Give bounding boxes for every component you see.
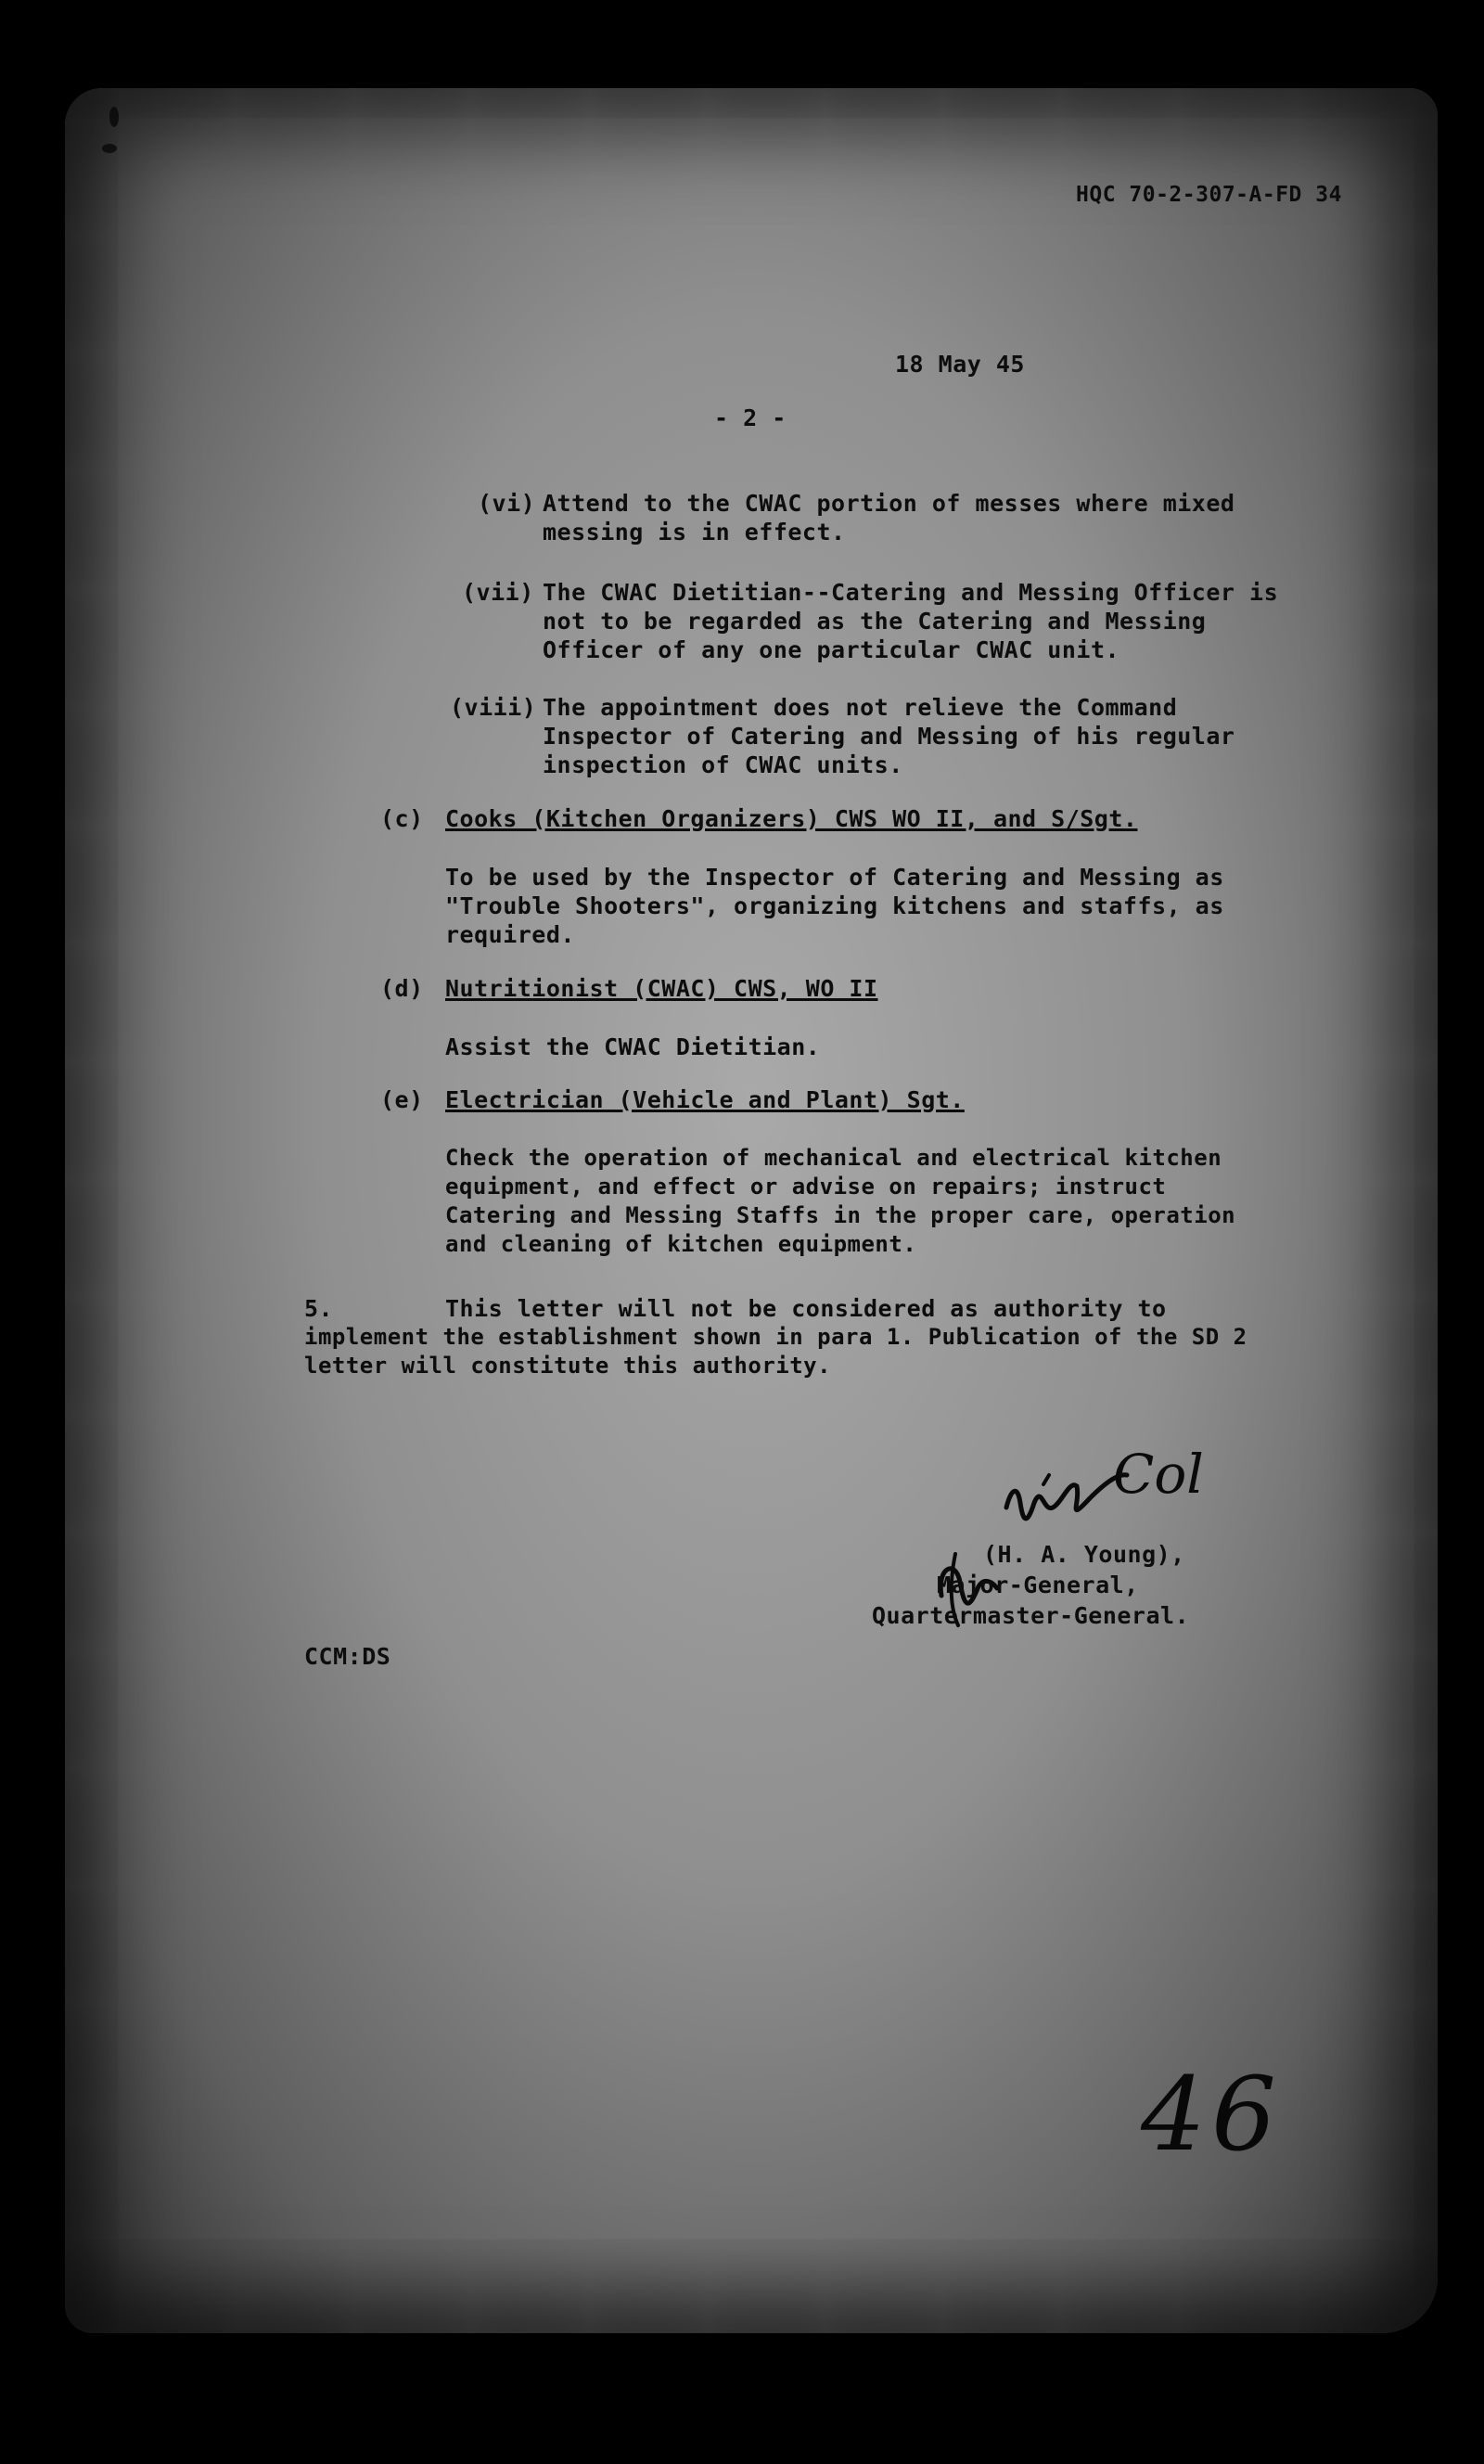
section-letter-e: (e) [380,1086,424,1113]
signatory-title: Quartermaster-General. [872,1602,1190,1629]
page-marker: - 2 - [714,404,787,431]
hole-punch-mark [109,107,119,127]
ink-speck [102,144,117,153]
document-date: 18 May 45 [895,351,1025,378]
section-body-e: Check the operation of mechanical and electrical kitchen equipment, and effect or advise on repairs; instruct Catering and Messing Staffs in the proper care, operation and cleaning of kitchen equipment. [445,1145,1236,1257]
item-number-vii: (vii) [462,579,534,606]
item-text-viii: The appointment does not relieve the Command Inspector of Catering and Messing of his regular inspection of CWAC units. [543,694,1235,778]
section-body-c: To be used by the Inspector of Catering and Messing as "Trouble Shooters", organizing kitchens and staffs, as required. [445,864,1224,948]
para-5-body: implement the establishment shown in para 1. Publication of the SD 2 letter will constitute this authority. [304,1324,1247,1379]
section-heading-e: Electrician (Vehicle and Plant) Sgt. [445,1086,965,1113]
item-number-vi: (vi) [478,490,536,517]
para-5-number: 5. [304,1295,334,1322]
typist-initials: CCM:DS [304,1643,391,1670]
document-page [65,88,1438,2333]
section-heading-c: Cooks (Kitchen Organizers) CWS WO II, and S/Sgt. [445,805,1138,832]
item-text-vi: Attend to the CWAC portion of messes where mixed messing is in effect. [543,490,1235,545]
section-letter-c: (c) [380,805,424,832]
section-letter-d: (d) [380,975,424,1002]
section-body-d: Assist the CWAC Dietitian. [445,1033,821,1060]
item-text-vii: The CWAC Dietitian--Catering and Messing Officer is not to be regarded as the Catering and Messing Officer of any one particular CWAC unit. [543,579,1279,663]
document-reference: HQC 70-2-307-A-FD 34 [1076,183,1342,207]
item-number-viii: (viii) [450,694,537,721]
handwritten-page-number: 46 [1141,2055,1282,2174]
signatory-rank: Major-General, [937,1572,1139,1598]
signatory-name: (H. A. Young), [983,1541,1185,1568]
section-heading-d: Nutritionist (CWAC) CWS, WO II [445,975,878,1002]
signature-handwritten-text: Col [1113,1443,1204,1506]
para-5-first-line: This letter will not be considered as authority to [445,1295,1167,1322]
